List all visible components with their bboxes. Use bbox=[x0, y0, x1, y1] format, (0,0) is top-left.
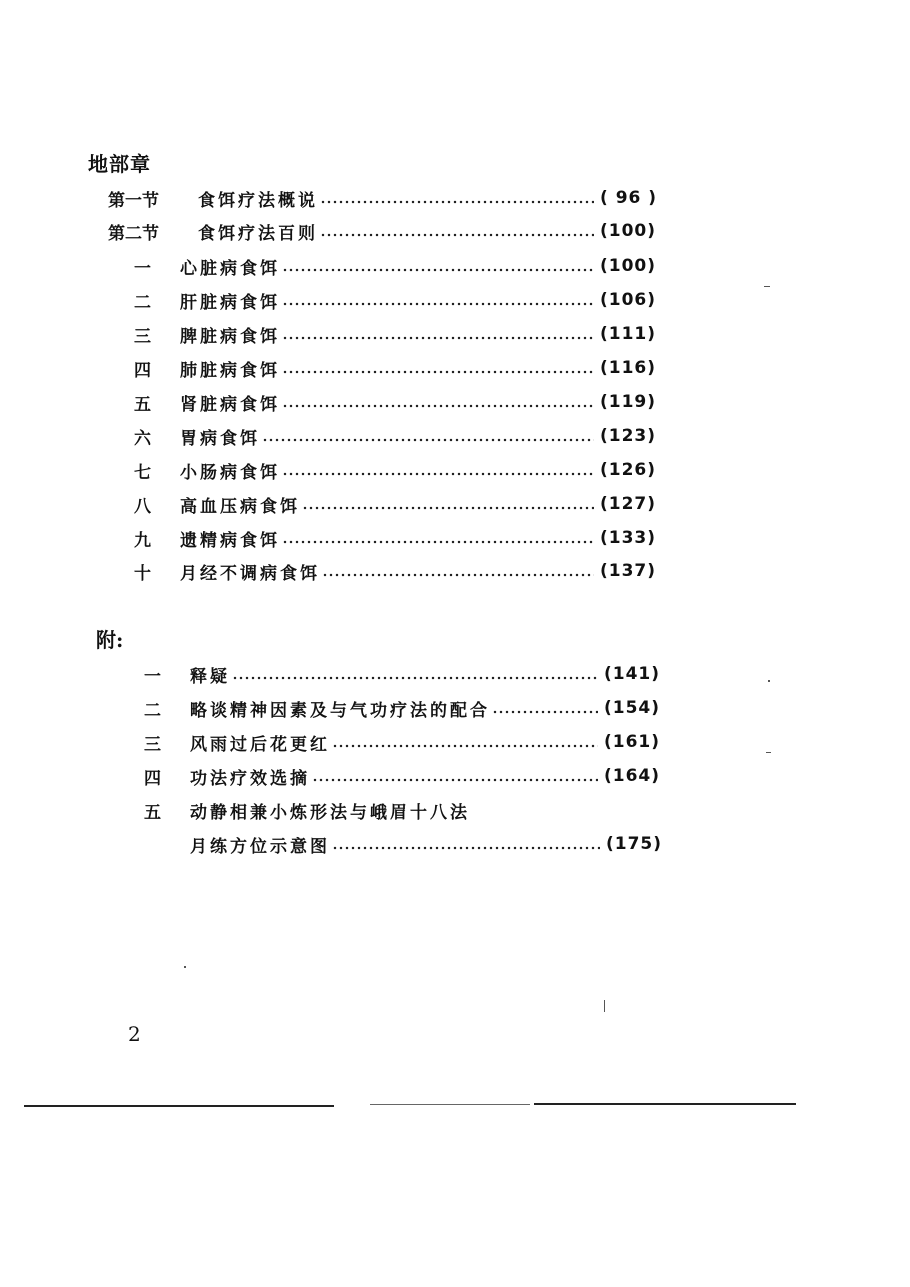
toc-page-ref: (141) bbox=[604, 664, 661, 684]
toc-page-ref: (106) bbox=[600, 290, 657, 310]
toc-page-ref: (100) bbox=[600, 221, 657, 241]
appendix-item[interactable] bbox=[144, 695, 668, 721]
toc-item[interactable] bbox=[134, 253, 664, 279]
scan-speck bbox=[184, 966, 186, 968]
bottom-rule bbox=[370, 1104, 530, 1105]
toc-item-number: 九 bbox=[134, 530, 151, 551]
toc-leader bbox=[312, 777, 598, 783]
toc-leader bbox=[320, 232, 594, 238]
toc-page-ref: (154) bbox=[604, 698, 661, 718]
toc-section[interactable] bbox=[108, 218, 668, 244]
toc-item-number: 十 bbox=[134, 563, 151, 584]
toc-page-ref: (175) bbox=[606, 834, 663, 854]
toc-page-ref: (161) bbox=[604, 732, 661, 752]
toc-item-number: 三 bbox=[144, 734, 161, 755]
toc-page-ref: (164) bbox=[604, 766, 661, 786]
toc-page-ref: (111) bbox=[600, 324, 657, 344]
appendix-item[interactable] bbox=[144, 661, 668, 687]
chapter-title: 地部章 bbox=[88, 152, 151, 176]
toc-leader bbox=[262, 437, 594, 443]
toc-item-number: 四 bbox=[134, 360, 151, 381]
toc-item-label: 胃病食饵 bbox=[180, 428, 260, 449]
toc-leader bbox=[282, 471, 594, 477]
toc-item-label: 肾脏病食饵 bbox=[180, 394, 280, 415]
toc-leader bbox=[332, 743, 598, 749]
toc-item-label: 功法疗效选摘 bbox=[190, 768, 310, 789]
appendix-item[interactable] bbox=[144, 797, 668, 823]
toc-leader bbox=[282, 403, 594, 409]
toc-item[interactable] bbox=[134, 558, 664, 584]
toc-item[interactable] bbox=[134, 525, 664, 551]
toc-page-ref: (127) bbox=[600, 494, 657, 514]
toc-item-label: 动静相兼小炼形法与峨眉十八法 bbox=[190, 802, 470, 823]
toc-leader bbox=[302, 505, 594, 511]
toc-section[interactable] bbox=[108, 185, 668, 211]
toc-leader bbox=[282, 301, 594, 307]
toc-leader bbox=[282, 267, 594, 273]
toc-item-label: 遗精病食饵 bbox=[180, 530, 280, 551]
toc-page-ref: (123) bbox=[600, 426, 657, 446]
toc-page-ref: (137) bbox=[600, 561, 657, 581]
toc-item-label: 高血压病食饵 bbox=[180, 496, 300, 517]
scan-speck bbox=[604, 1000, 605, 1012]
toc-leader bbox=[332, 845, 600, 851]
toc-item-label: 脾脏病食饵 bbox=[180, 326, 280, 347]
toc-item-number: 二 bbox=[144, 700, 161, 721]
toc-item-label: 月练方位示意图 bbox=[190, 836, 330, 857]
appendix-title: 附: bbox=[96, 628, 124, 652]
appendix-item[interactable] bbox=[144, 729, 668, 755]
toc-page-ref: (119) bbox=[600, 392, 657, 412]
bottom-rule bbox=[24, 1105, 334, 1107]
toc-item[interactable] bbox=[134, 321, 664, 347]
toc-leader bbox=[492, 709, 598, 715]
toc-item-label: 肝脏病食饵 bbox=[180, 292, 280, 313]
appendix-item-continuation[interactable] bbox=[190, 831, 670, 857]
toc-item-label: 月经不调病食饵 bbox=[180, 563, 320, 584]
toc-leader bbox=[320, 199, 594, 205]
toc-page-ref: ( 96 ) bbox=[600, 188, 658, 208]
toc-item-number: 一 bbox=[134, 258, 151, 279]
toc-leader bbox=[282, 369, 594, 375]
toc-item-label: 小肠病食饵 bbox=[180, 462, 280, 483]
toc-page-ref: (116) bbox=[600, 358, 657, 378]
toc-leader bbox=[282, 335, 594, 341]
toc-item-number: 四 bbox=[144, 768, 161, 789]
toc-item-label: 风雨过后花更红 bbox=[190, 734, 330, 755]
toc-page-ref: (126) bbox=[600, 460, 657, 480]
toc-item[interactable] bbox=[134, 457, 664, 483]
toc-item-label: 略谈精神因素及与气功疗法的配合 bbox=[190, 700, 490, 721]
toc-item-number: 三 bbox=[134, 326, 151, 347]
page-number: 2 bbox=[128, 1022, 141, 1046]
toc-item-number: 一 bbox=[144, 666, 161, 687]
toc-item[interactable] bbox=[134, 389, 664, 415]
toc-leader bbox=[322, 572, 594, 578]
toc-item[interactable] bbox=[134, 491, 664, 517]
toc-section-label: 食饵疗法百则 bbox=[198, 223, 318, 244]
toc-item-label: 释疑 bbox=[190, 666, 230, 687]
toc-item-number: 五 bbox=[144, 802, 161, 823]
bottom-rule bbox=[534, 1103, 796, 1105]
toc-item-number: 二 bbox=[134, 292, 151, 313]
scan-speck bbox=[764, 286, 770, 287]
toc-page-ref: (100) bbox=[600, 256, 657, 276]
toc-leader bbox=[232, 675, 598, 681]
toc-section-number: 第二节 bbox=[108, 223, 159, 244]
scan-speck bbox=[766, 752, 771, 753]
toc-item[interactable] bbox=[134, 423, 664, 449]
toc-item-number: 八 bbox=[134, 496, 151, 517]
toc-item-number: 七 bbox=[134, 462, 151, 483]
appendix-item[interactable] bbox=[144, 763, 668, 789]
toc-page-ref: (133) bbox=[600, 528, 657, 548]
scan-speck bbox=[768, 680, 770, 682]
toc-item-number: 六 bbox=[134, 428, 151, 449]
toc-item-label: 肺脏病食饵 bbox=[180, 360, 280, 381]
toc-leader bbox=[282, 539, 594, 545]
toc-item-number: 五 bbox=[134, 394, 151, 415]
toc-item[interactable] bbox=[134, 287, 664, 313]
toc-section-label: 食饵疗法概说 bbox=[198, 190, 318, 211]
toc-item[interactable] bbox=[134, 355, 664, 381]
toc-section-number: 第一节 bbox=[108, 190, 159, 211]
toc-item-label: 心脏病食饵 bbox=[180, 258, 280, 279]
